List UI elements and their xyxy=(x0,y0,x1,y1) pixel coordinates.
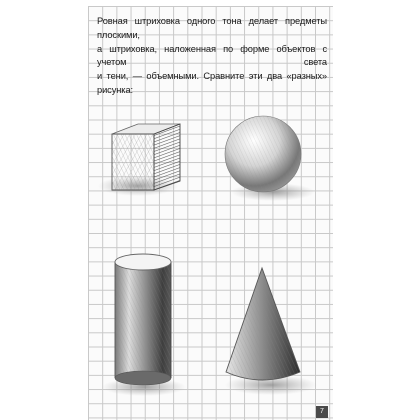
cube-side-face xyxy=(154,124,180,190)
intro-line-2: а штриховка, наложенная по форме объектов с учетом света xyxy=(97,43,327,68)
intro-line-1: Ровная штриховка одного тона делает предметы плоскими, xyxy=(97,16,327,40)
cylinder-drawing xyxy=(102,254,186,396)
cone-drawing xyxy=(225,268,317,395)
grid-paper-page xyxy=(88,6,333,420)
cube-drawing xyxy=(98,124,180,196)
sphere-drawing xyxy=(225,116,315,201)
intro-line-3: и тени, — объемными. Сравните эти два «разных» рисунка: xyxy=(97,71,327,95)
page-number: 7 xyxy=(316,406,328,418)
cylinder-top xyxy=(115,254,171,270)
figures-illustration xyxy=(88,6,333,420)
